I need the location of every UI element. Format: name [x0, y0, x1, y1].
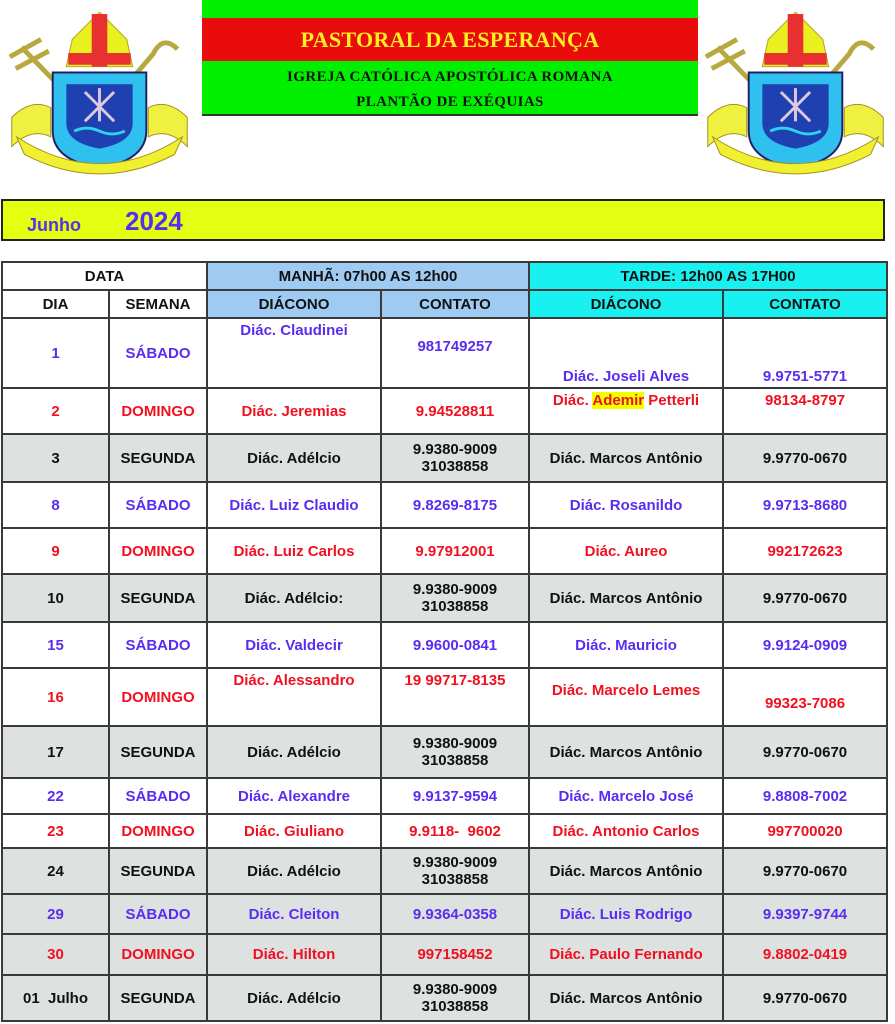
phone-1: 9.9380-9009 [412, 735, 498, 752]
cell-afternoon-diacono: Diác. Antonio Carlos [529, 814, 723, 848]
cell-dia: 23 [2, 814, 109, 848]
cell-afternoon-contato: 9.9770-0670 [723, 726, 887, 778]
col-dia: DIA [2, 290, 109, 318]
cell-afternoon-contato: 9.9124-0909 [723, 622, 887, 668]
cell-afternoon-contato: 9.8808-7002 [723, 778, 887, 814]
cell-afternoon-contato: 997700020 [723, 814, 887, 848]
cell-afternoon-diacono: Diác. Marcelo José [529, 778, 723, 814]
cell-morning-contato [381, 848, 529, 894]
phone-1: 9.9380-9009 [412, 581, 498, 598]
cell-semana: SEGUNDA [109, 848, 207, 894]
cell-afternoon-diacono: Diác. Aureo [529, 528, 723, 574]
cell-semana: SÁBADO [109, 894, 207, 934]
cell-afternoon-contato: 9.9770-0670 [723, 848, 887, 894]
table-row [2, 528, 887, 574]
year-label: 2024 [125, 206, 183, 236]
cell-morning-diacono: Diác. Alessandro [207, 668, 381, 726]
cell-semana: SEGUNDA [109, 434, 207, 482]
cell-afternoon-contato: 99323-7086 [723, 668, 887, 726]
table-row [2, 482, 887, 528]
group-header-row [2, 262, 887, 290]
archdiocese-crest-icon [2, 8, 197, 178]
title-strip [202, 18, 698, 61]
col-afternoon-contato: CONTATO [723, 290, 887, 318]
cell-dia: 24 [2, 848, 109, 894]
cell-afternoon-diacono: Diác. Marcos Antônio [529, 726, 723, 778]
cell-afternoon-diacono: Diác. Marcos Antônio [529, 975, 723, 1021]
cell-semana: SÁBADO [109, 318, 207, 388]
table-row [2, 778, 887, 814]
cell-afternoon-contato: 9.9397-9744 [723, 894, 887, 934]
cell-afternoon-diacono: Diác. Paulo Fernando [529, 934, 723, 975]
cell-dia: 30 [2, 934, 109, 975]
cell-afternoon-diacono: Diác. Joseli Alves [529, 318, 723, 388]
table-row [2, 814, 887, 848]
cell-morning-diacono: Diác. Luiz Claudio [207, 482, 381, 528]
cell-dia: 10 [2, 574, 109, 622]
cell-afternoon-contato: 992172623 [723, 528, 887, 574]
cell-afternoon-diacono: Diác. Rosanildo [529, 482, 723, 528]
month-label: Junho [27, 215, 81, 235]
cell-morning-contato: 9.9118- 9602 [381, 814, 529, 848]
cell-dia: 22 [2, 778, 109, 814]
cell-dia: 3 [2, 434, 109, 482]
table-row [2, 318, 887, 388]
cell-morning-contato [381, 726, 529, 778]
cell-afternoon-diacono: Diác. Marcos Antônio [529, 848, 723, 894]
table-row [2, 934, 887, 975]
table-row [2, 726, 887, 778]
table-row [2, 622, 887, 668]
cell-semana: SEGUNDA [109, 726, 207, 778]
month-bar [1, 199, 885, 241]
cell-semana: DOMINGO [109, 814, 207, 848]
table-row [2, 434, 887, 482]
subtitle-church: IGREJA CATÓLICA APOSTÓLICA ROMANA [287, 69, 613, 85]
cell-morning-contato: 9.9364-0358 [381, 894, 529, 934]
phone-1: 9.9380-9009 [412, 981, 498, 998]
cell-afternoon-diacono [529, 388, 723, 434]
cell-morning-contato: 9.9137-9594 [381, 778, 529, 814]
table-row [2, 668, 887, 726]
cell-afternoon-diacono: Diác. Marcelo Lemes [529, 668, 723, 726]
phone-2: 31038858 [421, 871, 489, 888]
cell-afternoon-diacono: Diác. Marcos Antônio [529, 434, 723, 482]
table-row [2, 975, 887, 1021]
phone-2: 31038858 [421, 458, 489, 475]
cell-morning-contato [381, 975, 529, 1021]
cell-morning-contato: 981749257 [381, 318, 529, 388]
header-afternoon: TARDE: 12h00 AS 17H00 [529, 262, 887, 290]
cell-afternoon-contato: 9.9770-0670 [723, 975, 887, 1021]
cell-morning-contato: 997158452 [381, 934, 529, 975]
cell-afternoon-diacono: Diác. Marcos Antônio [529, 574, 723, 622]
cell-dia: 17 [2, 726, 109, 778]
highlighted-name: Ademir [592, 392, 645, 409]
cell-morning-contato: 9.8269-8175 [381, 482, 529, 528]
diacono-surname: Petterli [648, 392, 700, 409]
cell-dia: 01 Julho [2, 975, 109, 1021]
cell-morning-diacono: Diác. Adélcio [207, 434, 381, 482]
diacono-prefix: Diác. [552, 392, 589, 409]
cell-morning-diacono: Diác. Giuliano [207, 814, 381, 848]
cell-morning-diacono: Diác. Luiz Carlos [207, 528, 381, 574]
table-row [2, 388, 887, 434]
col-morning-diacono: DIÁCONO [207, 290, 381, 318]
table-row [2, 894, 887, 934]
header-morning: MANHÃ: 07h00 AS 12h00 [207, 262, 529, 290]
cell-semana: DOMINGO [109, 934, 207, 975]
cell-morning-diacono: Diác. Adélcio [207, 975, 381, 1021]
duty-schedule-table [1, 261, 888, 1022]
cell-afternoon-contato: 9.9751-5771 [723, 318, 887, 388]
phone-2: 31038858 [421, 752, 489, 769]
cell-afternoon-diacono: Diác. Luis Rodrigo [529, 894, 723, 934]
cell-morning-contato [381, 574, 529, 622]
cell-morning-contato: 9.9600-0841 [381, 622, 529, 668]
cell-semana: SÁBADO [109, 778, 207, 814]
cell-morning-contato: 19 99717-8135 [381, 668, 529, 726]
cell-morning-diacono: Diác. Alexandre [207, 778, 381, 814]
header-data: DATA [2, 262, 207, 290]
column-header-row [2, 290, 887, 318]
header-banner [202, 0, 698, 116]
cell-semana: SEGUNDA [109, 574, 207, 622]
phone-2: 31038858 [421, 998, 489, 1015]
cell-semana: SEGUNDA [109, 975, 207, 1021]
cell-morning-diacono: Diác. Adélcio [207, 848, 381, 894]
cell-afternoon-contato: 98134-8797 [723, 388, 887, 434]
cell-dia: 9 [2, 528, 109, 574]
table-row [2, 848, 887, 894]
cell-dia: 16 [2, 668, 109, 726]
cell-afternoon-contato: 9.8802-0419 [723, 934, 887, 975]
cell-morning-diacono: Diác. Valdecir [207, 622, 381, 668]
cell-afternoon-diacono: Diác. Mauricio [529, 622, 723, 668]
cell-afternoon-contato: 9.9770-0670 [723, 574, 887, 622]
archdiocese-crest-icon [698, 8, 893, 178]
cell-semana: DOMINGO [109, 528, 207, 574]
cell-semana: DOMINGO [109, 668, 207, 726]
col-afternoon-diacono: DIÁCONO [529, 290, 723, 318]
subtitle-duty: PLANTÃO DE EXÉQUIAS [356, 94, 544, 110]
cell-morning-diacono: Diác. Jeremias [207, 388, 381, 434]
cell-morning-diacono: Diác. Adélcio [207, 726, 381, 778]
cell-afternoon-contato: 9.9713-8680 [723, 482, 887, 528]
phone-2: 31038858 [421, 598, 489, 615]
cell-dia: 29 [2, 894, 109, 934]
cell-semana: DOMINGO [109, 388, 207, 434]
cell-morning-contato: 9.97912001 [381, 528, 529, 574]
table-row [2, 574, 887, 622]
cell-morning-contato [381, 434, 529, 482]
cell-dia: 1 [2, 318, 109, 388]
cell-dia: 2 [2, 388, 109, 434]
cell-afternoon-contato: 9.9770-0670 [723, 434, 887, 482]
page-title: PASTORAL DA ESPERANÇA [300, 26, 600, 52]
cell-morning-diacono: Diác. Cleiton [207, 894, 381, 934]
col-morning-contato: CONTATO [381, 290, 529, 318]
cell-dia: 15 [2, 622, 109, 668]
col-semana: SEMANA [109, 290, 207, 318]
cell-semana: SÁBADO [109, 482, 207, 528]
cell-morning-diacono: Diác. Claudinei [207, 318, 381, 388]
cell-morning-contato: 9.94528811 [381, 388, 529, 434]
cell-semana: SÁBADO [109, 622, 207, 668]
cell-morning-diacono: Diác. Hilton [207, 934, 381, 975]
cell-morning-diacono: Diác. Adélcio: [207, 574, 381, 622]
phone-1: 9.9380-9009 [412, 441, 498, 458]
cell-dia: 8 [2, 482, 109, 528]
phone-1: 9.9380-9009 [412, 854, 498, 871]
